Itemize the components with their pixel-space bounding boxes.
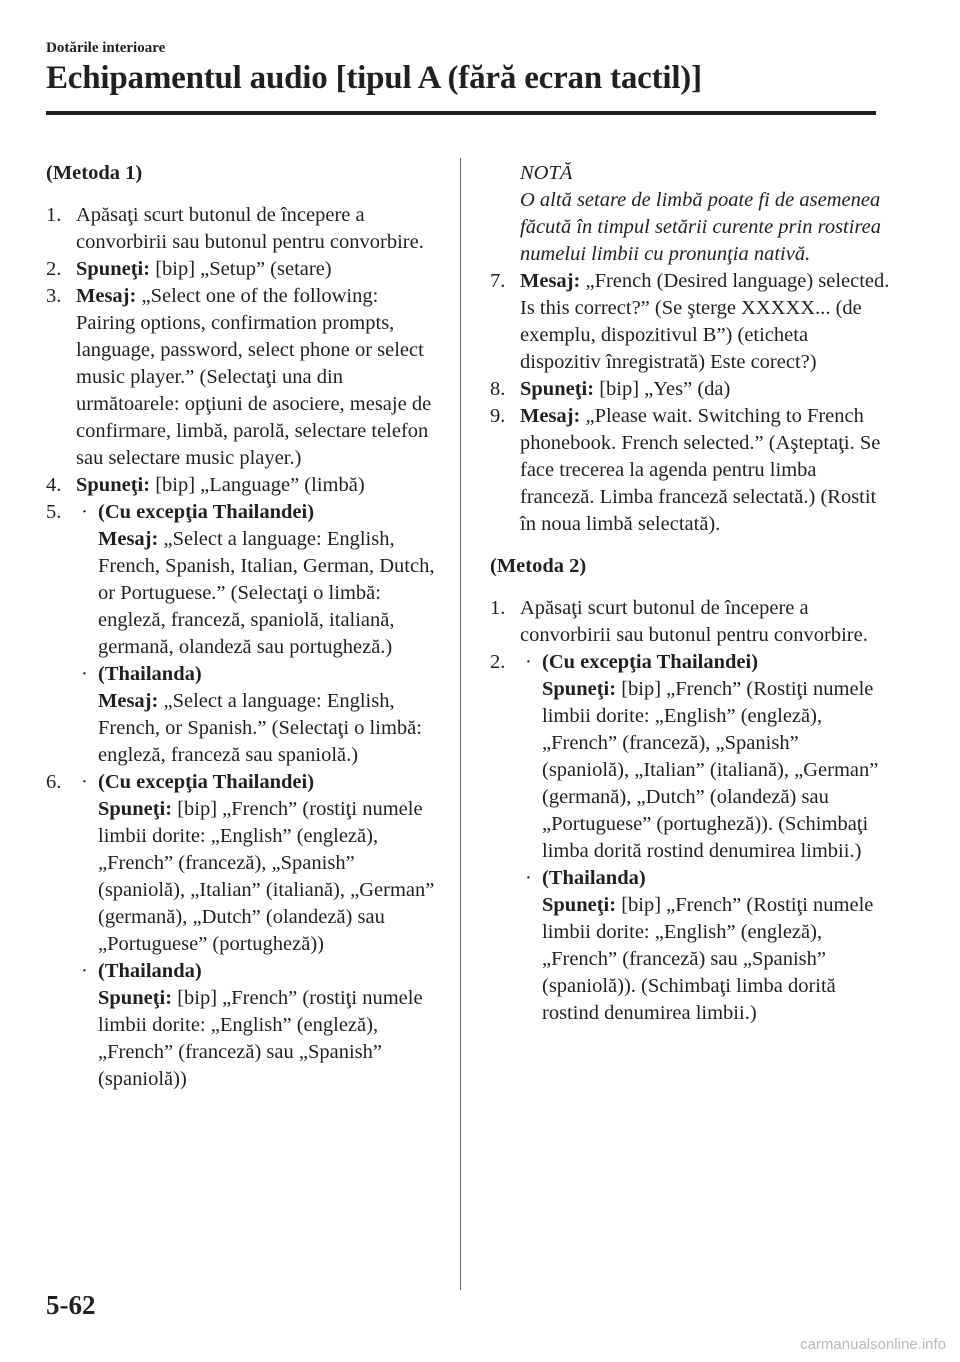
bullet-dot: · <box>81 960 88 982</box>
page-title: Echipamentul audio [tipul A (fără ecran tactil)] <box>46 60 702 96</box>
sub-label: Spuneţi: <box>542 894 617 916</box>
step-2 <box>46 256 436 283</box>
bullet-dot: · <box>81 501 88 523</box>
step-label: Spuneţi: <box>76 474 151 496</box>
step-text: Apăsaţi scurt butonul de începere a convorbirii sau butonul pentru convorbire. <box>76 204 424 253</box>
sub-item-thailand <box>76 958 436 1093</box>
bullet-dot: · <box>525 867 532 889</box>
sub-heading: (Cu excepţia Thailandei) <box>98 771 315 793</box>
sub-text: [bip] „French” (Rostiţi numele limbii dorite: „English” (engleză), „French” (franceză), „Spanish” (spaniolă), „Italian” (italiană), „German” (germană), „Dutch” (olandeză) sau „Portuguese” (portugheză)). (Schimbaţi limba dorită rostind denumirea limbii.) <box>542 678 879 862</box>
step-label: Mesaj: <box>76 285 137 307</box>
sub-text: [bip] „French” (rostiţi numele limbii dorite: „English” (engleză), „French” (franceză), „Spanish” (spaniolă), „Italian” (italiană), „German” (germană), „Dutch” (olandeză) sau „Portuguese” (portugheză)) <box>98 798 435 955</box>
step-5 <box>46 499 436 769</box>
sub-label: Mesaj: <box>98 690 159 712</box>
method-2-step-2 <box>490 649 890 1027</box>
step-text: [bip] „Language” (limbă) <box>155 474 365 496</box>
watermark[interactable]: carmanualsonline.info <box>800 1336 946 1353</box>
step-3 <box>46 283 436 472</box>
step-number: 2. <box>490 651 506 673</box>
step-6 <box>46 769 436 1093</box>
sub-text: [bip] „French” (rostiţi numele limbii dorite: „English” (engleză), „French” (franceză) sau „Spanish” (spaniolă)) <box>98 987 423 1090</box>
sub-item-except-thailand <box>520 649 890 865</box>
step-number: 4. <box>46 474 62 496</box>
step-4 <box>46 472 436 499</box>
step-label: Spuneţi: <box>520 378 595 400</box>
bullet-dot: · <box>81 771 88 793</box>
sub-item-thailand <box>520 865 890 1027</box>
step-8 <box>490 376 890 403</box>
method-2-step-1 <box>490 595 890 649</box>
sub-heading: (Cu excepţia Thailandei) <box>542 651 759 673</box>
sub-heading: (Thailanda) <box>98 960 202 982</box>
step-1 <box>46 202 436 256</box>
title-rule <box>46 111 876 115</box>
sub-item-except-thailand <box>76 499 436 661</box>
sub-heading: (Cu excepţia Thailandei) <box>98 501 315 523</box>
bullet-dot: · <box>81 663 88 685</box>
sub-label: Mesaj: <box>98 528 159 550</box>
step-7 <box>490 268 890 376</box>
step-number: 5. <box>46 501 62 523</box>
sub-item-except-thailand <box>76 769 436 958</box>
spacer <box>490 538 890 553</box>
sub-heading: (Thailanda) <box>542 867 646 889</box>
note-block <box>490 160 890 268</box>
bullet-dot: · <box>525 651 532 673</box>
note-title: NOTĂ <box>520 162 573 184</box>
sub-text: „Select a language: English, French, or Spanish.” (Selectaţi o limbă: engleză, franceză sau spaniolă.) <box>98 690 422 766</box>
step-number: 2. <box>46 258 62 280</box>
step-9 <box>490 403 890 538</box>
sub-text: [bip] „French” (Rostiţi numele limbii dorite: „English” (engleză), „French” (franceză) sau „Spanish” (spaniolă)). (Schimbaţi limba dorită rostind denumirea limbii.) <box>542 894 874 1024</box>
step-number: 8. <box>490 378 506 400</box>
left-column <box>46 160 436 1093</box>
step-number: 6. <box>46 771 62 793</box>
page-number: 5-62 <box>46 1290 96 1320</box>
sub-heading: (Thailanda) <box>98 663 202 685</box>
sub-text: „Select a language: English, French, Spanish, Italian, German, Dutch, or Portuguese.” (Selectaţi o limbă: engleză, franceză, spaniolă, italiană, germană, olandeză sau portugheză.) <box>98 528 435 658</box>
right-column <box>490 160 890 1027</box>
step-number: 3. <box>46 285 62 307</box>
step-number: 1. <box>46 204 62 226</box>
step-number: 9. <box>490 405 506 427</box>
sub-item-thailand <box>76 661 436 769</box>
section-label: Dotările interioare <box>46 40 166 56</box>
step-text: „Select one of the following: Pairing options, confirmation prompts, language, password, select phone or select music player.” (Selectaţi una din următoarele: opţiuni de asociere, mesaje de confirmare, limbă, parolă, selectare telefon sau selectare music player.) <box>76 285 432 469</box>
step-text: „Please wait. Switching to French phonebook. French selected.” (Aşteptaţi. Se face trecerea la agenda pentru limba franceză. Limba franceză selectată.) (Rostit în noua limbă selectată). <box>520 405 881 535</box>
step-text: Apăsaţi scurt butonul de începere a convorbirii sau butonul pentru convorbire. <box>520 597 868 646</box>
note-text: O altă setare de limbă poate fi de asemenea făcută în timpul setării curente prin rostirea numelui limbii cu pronunţia nativă. <box>520 189 882 265</box>
sub-label: Spuneţi: <box>98 798 173 820</box>
step-number: 7. <box>490 270 506 292</box>
column-divider <box>460 158 461 1290</box>
method-1-heading: (Metoda 1) <box>46 162 143 184</box>
sub-label: Spuneţi: <box>542 678 617 700</box>
sub-label: Spuneţi: <box>98 987 173 1009</box>
step-label: Spuneţi: <box>76 258 151 280</box>
step-label: Mesaj: <box>520 405 581 427</box>
step-label: Mesaj: <box>520 270 581 292</box>
step-text: [bip] „Yes” (da) <box>599 378 731 400</box>
step-number: 1. <box>490 597 506 619</box>
step-text: [bip] „Setup” (setare) <box>155 258 332 280</box>
step-text: „French (Desired language) selected. Is this correct?” (Se şterge XXXXX... (de exemplu, dispozitivul B”) (eticheta dispozitiv înregistrată) Este corect?) <box>520 270 890 373</box>
method-2-heading: (Metoda 2) <box>490 555 587 577</box>
